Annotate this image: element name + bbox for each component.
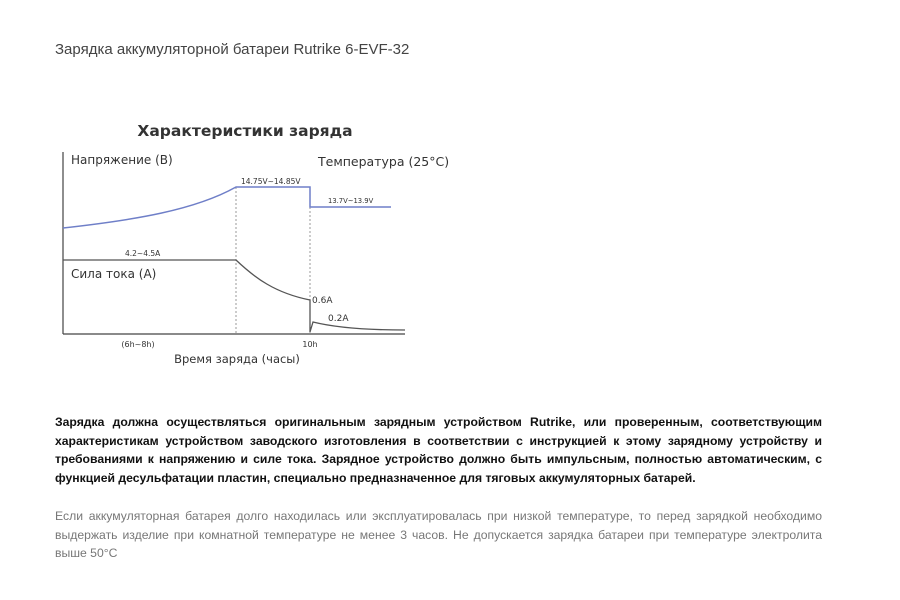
page-title: Зарядка аккумуляторной батареи Rutrike 6-EVF-32 [55,41,410,58]
voltage-line [63,187,391,228]
charging-requirements-text: Зарядка должна осуществляться оригинальным зарядным устройством Rutrike, или проверенным, соответствующим характеристикам устройством заводского изготовления в соответствии с инструкцией к этому зарядному устройству и требованиями к напряжению и силе тока. Зарядное устройство должно быть импульсным, полностью автоматическим, с функцией десульфатации пластин, специально предназначенное для тяговых аккумуляторных батарей. [55,415,822,486]
temperature-label: Температура (25°C) [318,154,450,169]
temperature-warning-text: Если аккумуляторная батарея долго находилась или эксплуатировалась при низкой температуре, то перед зарядкой необходимо выдержать изделие при комнатной температуре не менее 3 часов. Не допускается зарядка батареи при температуре электролита выше 50°С [55,509,822,561]
voltage-high-label: 14.75V~14.85V [241,177,301,186]
x-tick-6-8h: (6h~8h) [121,340,155,349]
current-mid-label: 0.6A [312,296,333,306]
charge-chart [55,110,450,380]
voltage-float-label: 13.7V~13.9V [328,197,374,205]
x-axis-label: Время заряда (часы) [174,352,300,366]
chart-title: Характеристики заряда [137,122,353,140]
x-tick-10h: 10h [302,340,318,349]
current-end-label: 0.2A [328,314,349,324]
current-const-label: 4.2~4.5A [125,249,161,258]
voltage-axis-label: Напряжение (В) [71,153,173,167]
current-axis-label: Сила тока (А) [71,267,157,281]
